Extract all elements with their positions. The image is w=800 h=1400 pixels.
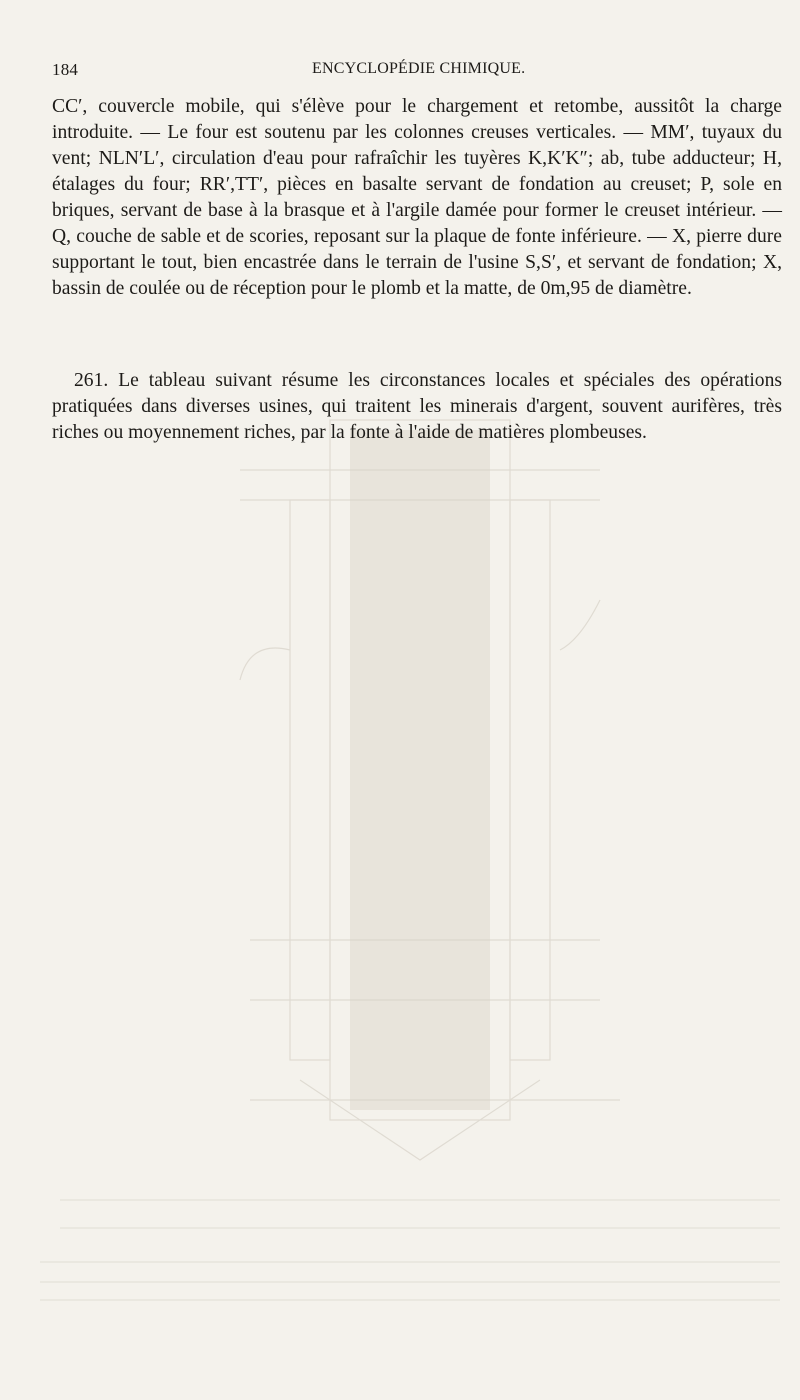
paragraph-261: 261. Le tableau suivant résume les circonstances locales et spéciales des opérations pratiquées dans diverses usines, qui traitent les minerais d'argent, souvent aurifères, très riches ou moyennement riches, par la fonte à l'aide de matières plombeuses. (52, 370, 782, 443)
paragraph-figure-legend: CC′, couvercle mobile, qui s'élève pour le chargement et retombe, aussitôt la charge introduite. — Le four est soutenu par les colonnes creuses verticales. — MM′, tuyaux du vent; NLN′L′, circulation d'eau pour rafraîchir les tuyères K,K′K″; ab, tube adducteur; H, étalages du four; RR′,TT′, pièces en basalte servant de fondation au creuset; P, sole en briques, servant de base à la brasque et à l'argile damée pour former le creuset intérieur. — Q, couche de sable et de scories, reposant sur la plaque de fonte inférieure. — X, pierre dure supportant le tout, bien encastrée dans le terrain de l'usine S,S′, et servant de fondation; X, bassin de coulée ou de réception pour le plomb et la matte, de 0m,95 de diamètre. (52, 96, 782, 299)
running-title: ENCYCLOPÉDIE CHIMIQUE. (312, 60, 526, 77)
running-header (52, 60, 780, 84)
page-number: 184 (52, 60, 79, 79)
